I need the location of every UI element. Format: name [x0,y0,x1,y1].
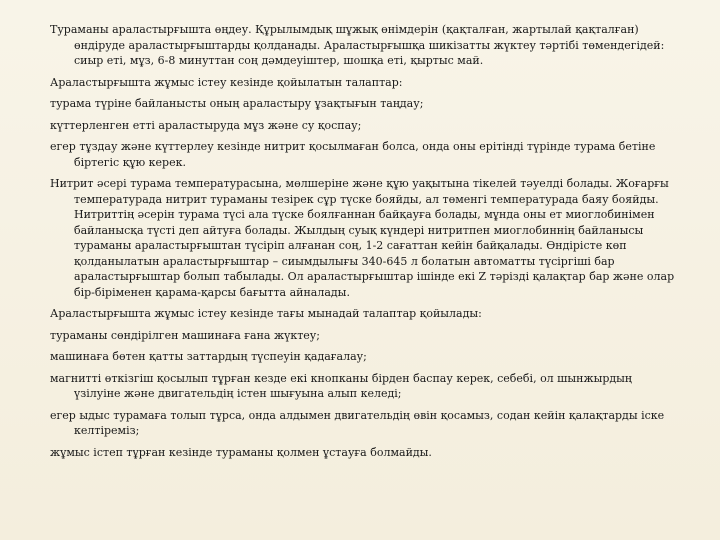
paragraph: Араластырғышта жұмыс істеу кезінде қойылатын талаптар: [50,75,403,89]
paragraph: егер ыдыс турамаға толып тұрса, онда алдымен двигательдің өвін қосамыз, содан кейін қалақтарды іске келтіреміз; [50,408,665,437]
paragraph: жұмыс істеп тұрған кезінде тураманы қолмен ұстауға болмайды. [50,445,432,459]
paragraph: машинаға бөтен қатты заттардың түспеуін қадағалау; [50,350,367,363]
slide-text-body [50,22,680,466]
paragraph: турама түріне байланысты оның араластыру ұзақтығын таңдау; [50,97,424,110]
paragraph: күттерленген етті араластыруда мұз және су қоспау; [50,118,362,132]
paragraph: Араластырғышта жұмыс істеу кезінде тағы мынадай талаптар қойылады: [50,307,482,320]
paragraph: Нитрит әсері турама температурасына, мөлшеріне және құю уақытына тікелей тәуелді болады. Жоғарғы температурада нитрит тураманы тезірек сұр түске бояйды, ал төменгі температурада баяу бояйды. Нитриттің әсерін турама түсі ала түске боялғаннан байқауға болады, мұнда оны ет миоглобинімен байланысқа түсті деп айтуға болады. Жылдың суық күндері нитритпен миоглобиннің байланысы тураманы араластырғыштан түсіріп алғанан соң, 1-2 сағаттан кейін байқалады. Өндірісте көп қолданылатын араластырғыштар – сиымдылығы 340-645 л болатын автоматты түсіргіші бар араластырғыштар болып табылады. Ол араластырғыштар ішінде екі Z тәрізді қалақтар бар және олар бір-біріменен қарама-қарсы бағытта айналады. [50,177,675,299]
paragraph: егер тұздау және күттерлеу кезінде нитрит қосылмаған болса, онда оны ерітінді түрінде турама бетіне біртегіс құю керек. [50,140,656,169]
paragraph: магнитті өткізгіш қосылып тұрған кезде екі кнопканы бірден баспау керек, себебі, ол шынжырдың үзілуіне және двигательдің істен шығуына алып келеді; [50,371,632,400]
paragraph: тураманы сөндірілген машинаға ғана жүктеу; [50,328,320,342]
paragraph: Тураманы араластырғышта өңдеу. Құрылымдық шұжық өнімдерін (қақталған, жартылай қақталған) өндіруде араластырғыштарды қолданады. Араластырғышқа шикізатты жүктеу тәртібі төмендегідей: сиыр еті, мұз, 6-8 минуттан соң дәмдеуіштер, шошқа еті, қыртыс май. [50,23,665,67]
